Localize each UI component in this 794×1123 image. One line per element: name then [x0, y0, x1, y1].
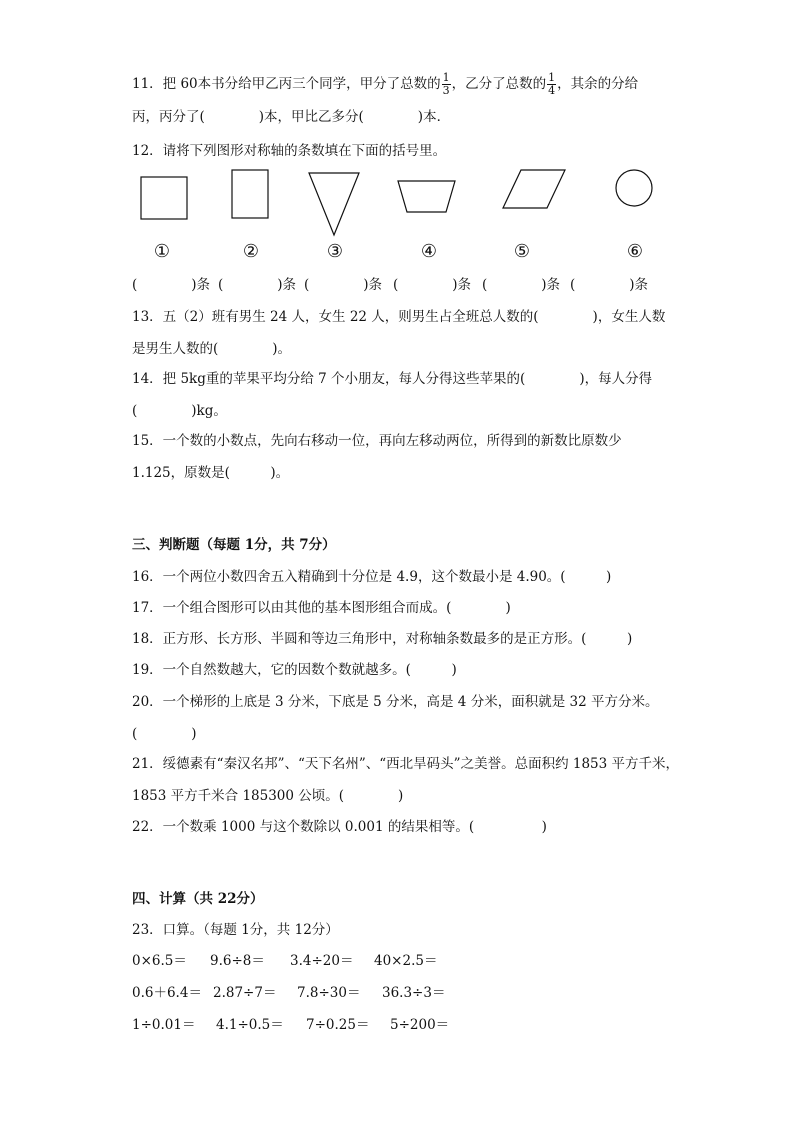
- shape-label-1: ①: [153, 241, 171, 262]
- q21-line2: 1853 平方千米合 185300 公顷。( ): [132, 788, 404, 804]
- q11-fraction-1: $\frac{1}{3}$: [442, 71, 450, 97]
- calc-item: 36.3÷3＝: [382, 985, 446, 1001]
- q19: 19．一个自然数越大，它的因数个数就越多。( ): [132, 662, 457, 678]
- shape-label-3: ③: [326, 241, 344, 262]
- q11-fraction-2: $\frac{1}{4}$: [548, 71, 556, 97]
- square-shape: [141, 177, 187, 219]
- parallelogram-shape: [503, 170, 565, 208]
- calc-item: 0×6.5＝: [132, 953, 187, 969]
- q23-title: 23．口算。（每题 1分，共 12分）: [132, 922, 339, 938]
- section3-title: 三、判断题（每题 1分，共 7分）: [132, 537, 336, 553]
- q16: 16．一个两位小数四舍五入精确到十分位是 4.9，这个数最小是 4.90。( ): [132, 569, 612, 585]
- calc-item: 7÷0.25＝: [306, 1017, 370, 1033]
- shape-label-6: ⑥: [626, 241, 644, 262]
- q14-line1: 14．把 5kg重的苹果平均分给 7 个小朋友，每人分得这些苹果的( )，每人分得: [132, 371, 653, 387]
- q11-text-part1: 11．把 60本书分给甲乙丙三个同学，甲分了总数的: [132, 76, 441, 92]
- calc-item: 4.1÷0.5＝: [216, 1017, 284, 1033]
- q11-text-part2: ，乙分了总数的: [451, 76, 547, 92]
- q18: 18．正方形、长方形、半圆和等边三角形中，对称轴条数最多的是正方形。( ): [132, 631, 633, 647]
- triangle-shape: [309, 173, 359, 235]
- shape-label-5: ⑤: [513, 241, 531, 262]
- calc-item: 3.4÷20＝: [290, 953, 354, 969]
- q15-line2: 1.125，原数是( )。: [132, 465, 290, 481]
- circle-shape: [616, 170, 652, 206]
- calc-item: 40×2.5＝: [374, 953, 438, 969]
- q20-line1: 20．一个梯形的上底是 3 分米，下底是 5 分米，高是 4 分米，面积就是 32 平方分米。: [132, 694, 659, 710]
- calc-item: 1÷0.01＝: [132, 1017, 196, 1033]
- q21-line1: 21．绥德素有“秦汉名邦”、“天下名州”、“西北旱码头”之美誉。总面积约 1853 平方千米，: [132, 756, 680, 772]
- q20-line2: ( ): [132, 726, 197, 742]
- q14-line2: ( )kg。: [132, 403, 227, 419]
- q12-answer-2: ( )条: [218, 277, 297, 293]
- section4-title: 四、计算（共 22分）: [132, 891, 264, 907]
- q15-line1: 15．一个数的小数点，先向右移动一位，再向左移动两位，所得到的新数比原数少: [132, 433, 622, 449]
- q12-answer-6: ( )条: [570, 277, 649, 293]
- q11-line2: 丙，丙分了( )本，甲比乙多分( )本．: [132, 109, 451, 125]
- trapezoid-shape: [398, 181, 455, 212]
- q13-line2: 是男生人数的( )。: [132, 341, 292, 357]
- calc-item: 2.87÷7＝: [213, 985, 277, 1001]
- q12-answer-1: ( )条: [132, 277, 211, 293]
- q13-line1: 13．五（2）班有男生 24 人，女生 22 人，则男生占全班总人数的( )，女生人数: [132, 309, 666, 325]
- q12-text: 12．请将下列图形对称轴的条数填在下面的括号里。: [132, 143, 447, 159]
- q17: 17．一个组合图形可以由其他的基本图形组合而成。( ): [132, 600, 511, 616]
- symmetry-shapes: [0, 0, 794, 300]
- q12-answer-5: ( )条: [482, 277, 561, 293]
- q12-answer-4: ( )条: [393, 277, 472, 293]
- shape-label-2: ②: [242, 241, 260, 262]
- rectangle-shape: [232, 170, 268, 218]
- calc-item: 7.8÷30＝: [297, 985, 361, 1001]
- q12-answer-3: ( )条: [304, 277, 383, 293]
- calc-item: 9.6÷8＝: [210, 953, 265, 969]
- shape-label-4: ④: [420, 241, 438, 262]
- calc-item: 5÷200＝: [390, 1017, 450, 1033]
- q11-text-part3: ，其余的分给: [557, 76, 639, 92]
- calc-item: 0.6＋6.4＝: [132, 985, 202, 1001]
- q22: 22．一个数乘 1000 与这个数除以 0.001 的结果相等。( ): [132, 819, 547, 835]
